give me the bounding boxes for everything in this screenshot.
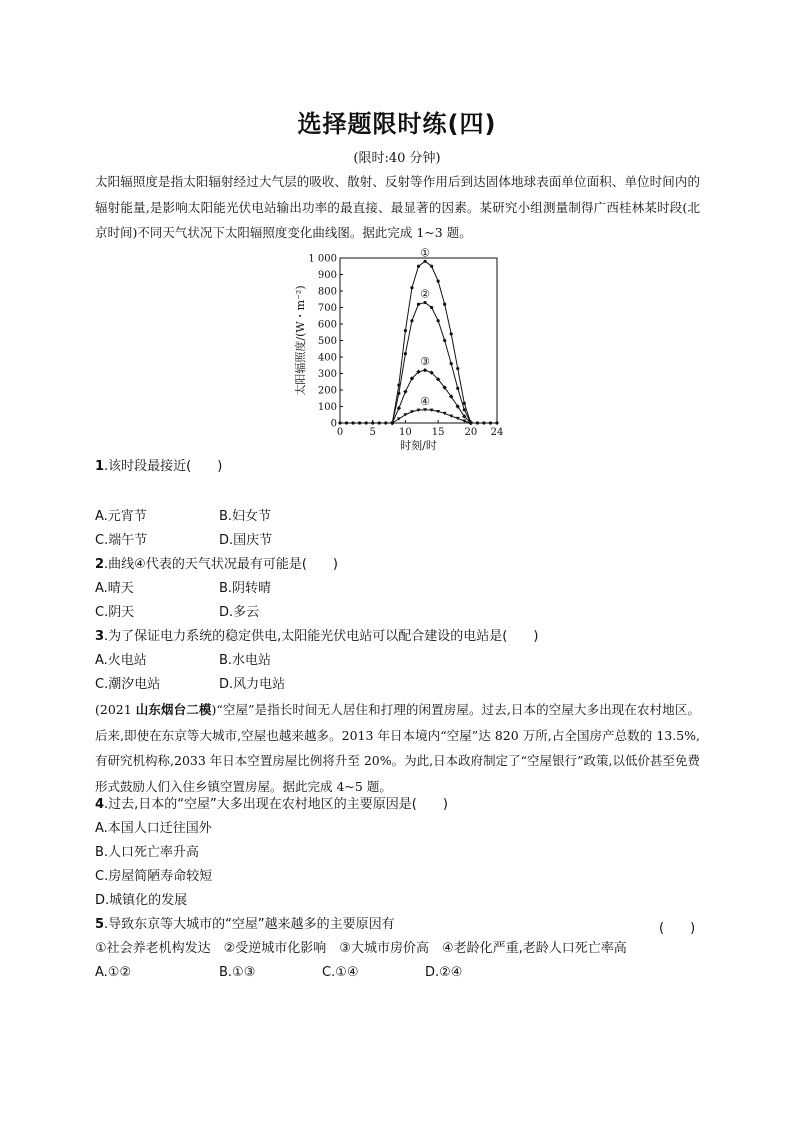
page-title: 选择题限时练(四) bbox=[297, 110, 497, 138]
data-point bbox=[423, 301, 426, 304]
data-point bbox=[450, 332, 453, 335]
data-point bbox=[456, 367, 459, 370]
data-point bbox=[423, 368, 427, 372]
series-label: ③ bbox=[420, 355, 430, 369]
q2-option-d[interactable]: D.多云 bbox=[219, 605, 260, 620]
q5-items: ①社会养老机构发达 ②受逆城市化影响 ③大城市房价高 ④老龄化严重,老龄人口死亡率高 bbox=[95, 941, 627, 956]
data-point bbox=[456, 387, 459, 390]
data-point bbox=[371, 421, 374, 424]
y-tick-label: 500 bbox=[317, 336, 337, 347]
y-axis-label: 太阳辐照度/(W・m⁻²) bbox=[294, 285, 307, 396]
q1-option-a[interactable]: A.元宵节 bbox=[95, 509, 147, 524]
data-point bbox=[351, 421, 354, 424]
series-label: ④ bbox=[420, 394, 430, 408]
q5-option-b[interactable]: B.①③ bbox=[219, 965, 256, 980]
y-tick-label: 400 bbox=[317, 352, 337, 364]
y-tick-label: 900 bbox=[317, 270, 337, 281]
data-point bbox=[437, 280, 440, 283]
series-line bbox=[392, 303, 470, 423]
data-point bbox=[430, 265, 433, 268]
q3-option-b[interactable]: B.水电站 bbox=[219, 653, 272, 668]
x-tick-label: 20 bbox=[464, 427, 478, 438]
data-point bbox=[450, 362, 453, 365]
question-5: 5.导致东京等大城市的“空屋”越来越多的主要原因有 bbox=[95, 917, 395, 932]
data-point bbox=[397, 406, 401, 410]
data-point bbox=[423, 260, 426, 263]
plot-frame bbox=[340, 258, 497, 423]
y-tick-label: 600 bbox=[317, 319, 337, 331]
data-point bbox=[482, 421, 485, 424]
question-4: 4.过去,日本的“空屋”大多出现在农村地区的主要原因是( ) bbox=[95, 797, 448, 812]
data-point bbox=[463, 408, 466, 411]
intro-passage-1: 太阳辐照度是指太阳辐射经过大气层的吸收、散射、反射等作用后到达固体地球表面单位面积、单位时间内的辐射能量,是影响太阳能光伏电站输出功率的最直接、最显著的因素。某研究小组测量制得广西桂林某时段(北京时间)不同天气状况下太阳辐照度变化曲线图。据此完成 1~3 题。 bbox=[95, 174, 700, 240]
q3-option-a[interactable]: A.火电站 bbox=[95, 653, 147, 668]
data-point bbox=[463, 402, 466, 405]
y-tick-label: 700 bbox=[317, 303, 337, 314]
data-point bbox=[403, 389, 407, 393]
q1-option-c[interactable]: C.端午节 bbox=[95, 533, 148, 548]
y-tick-label: 1 000 bbox=[308, 253, 337, 265]
y-tick-label: 300 bbox=[317, 369, 337, 380]
series-3 bbox=[390, 355, 473, 425]
q5-option-d[interactable]: D.②④ bbox=[425, 965, 463, 980]
q5-option-a[interactable]: A.①② bbox=[95, 965, 132, 980]
irradiance-chart bbox=[290, 243, 550, 452]
data-point bbox=[495, 421, 498, 424]
series-2 bbox=[391, 288, 473, 425]
data-point bbox=[476, 421, 479, 424]
data-point bbox=[378, 421, 381, 424]
x-tick-label: 10 bbox=[399, 427, 412, 438]
q2-option-c[interactable]: C.阴天 bbox=[95, 605, 135, 620]
q2-option-a[interactable]: A.晴天 bbox=[95, 581, 134, 596]
x-axis-label: 时刻/时 bbox=[400, 439, 437, 452]
data-point bbox=[489, 421, 492, 424]
q4-option-c[interactable]: C.房屋简陋寿命较短 bbox=[95, 869, 213, 884]
data-point bbox=[437, 319, 440, 322]
data-point bbox=[397, 392, 400, 395]
y-tick-label: 800 bbox=[317, 286, 337, 298]
data-point bbox=[410, 286, 413, 289]
q5-option-c[interactable]: C.①④ bbox=[322, 965, 359, 980]
data-point bbox=[358, 421, 361, 424]
q3-option-d[interactable]: D.风力电站 bbox=[219, 677, 286, 692]
x-tick-label: 0 bbox=[336, 427, 344, 438]
series-label: ② bbox=[420, 287, 430, 301]
q1-option-d[interactable]: D.国庆节 bbox=[219, 533, 273, 548]
q5-answer-paren: ( ) bbox=[659, 921, 696, 936]
time-limit: (限时:40 分钟) bbox=[353, 151, 441, 166]
q4-option-d[interactable]: D.城镇化的发展 bbox=[95, 893, 188, 908]
q3-option-c[interactable]: C.潮汐电站 bbox=[95, 677, 161, 692]
data-point bbox=[410, 319, 413, 322]
y-tick-label: 100 bbox=[317, 402, 337, 413]
series-line bbox=[340, 261, 497, 423]
question-3: 3.为了保证电力系统的稳定供电,太阳能光伏电站可以配合建设的电站是( ) bbox=[95, 629, 539, 644]
q2-option-b[interactable]: B.阴转晴 bbox=[219, 581, 272, 596]
y-tick-label: 200 bbox=[317, 385, 337, 397]
intro-passage-2: (2021 山东烟台二模)“空屋”是指长时间无人居住和打理的闲置房屋。过去,日本的空屋大多出现在农村地区。后来,即使在东京等大城市,空屋也越来越多。2013 年日本境内“空屋”达 820 万所,占全国房产总数的 13.5%,有研究机构称,2033 年日本空置房屋比例将升至 20%。为此,日本政府制定了“空屋银行”政策,以低价甚至免费形式鼓励人们入住乡镇空置房屋。据此完成 4~5 题。 bbox=[95, 702, 700, 794]
question-2: 2.曲线④代表的天气状况最有可能是( ) bbox=[95, 557, 338, 572]
y-tick-label: 0 bbox=[330, 418, 337, 430]
data-point bbox=[384, 421, 387, 424]
question-1: 1.该时段最接近( ) bbox=[95, 459, 223, 474]
data-point bbox=[365, 421, 368, 424]
q4-option-a[interactable]: A.本国人口迁往国外 bbox=[95, 821, 212, 836]
data-point bbox=[404, 352, 407, 355]
data-point bbox=[430, 306, 433, 309]
x-tick-label: 15 bbox=[431, 427, 445, 438]
series-1 bbox=[338, 246, 498, 424]
q4-option-b[interactable]: B.人口死亡率升高 bbox=[95, 845, 200, 860]
data-point bbox=[404, 329, 407, 332]
data-point bbox=[443, 339, 446, 342]
data-point bbox=[417, 303, 420, 306]
data-point bbox=[345, 421, 348, 424]
series-label: ① bbox=[420, 246, 430, 260]
data-point bbox=[338, 421, 341, 424]
source-label: 山东烟台二模 bbox=[135, 702, 212, 717]
data-point bbox=[417, 265, 420, 268]
x-tick-label: 5 bbox=[369, 427, 376, 438]
data-point bbox=[443, 303, 446, 306]
q1-option-b[interactable]: B.妇女节 bbox=[219, 509, 272, 524]
x-tick-label: 24 bbox=[490, 427, 504, 438]
